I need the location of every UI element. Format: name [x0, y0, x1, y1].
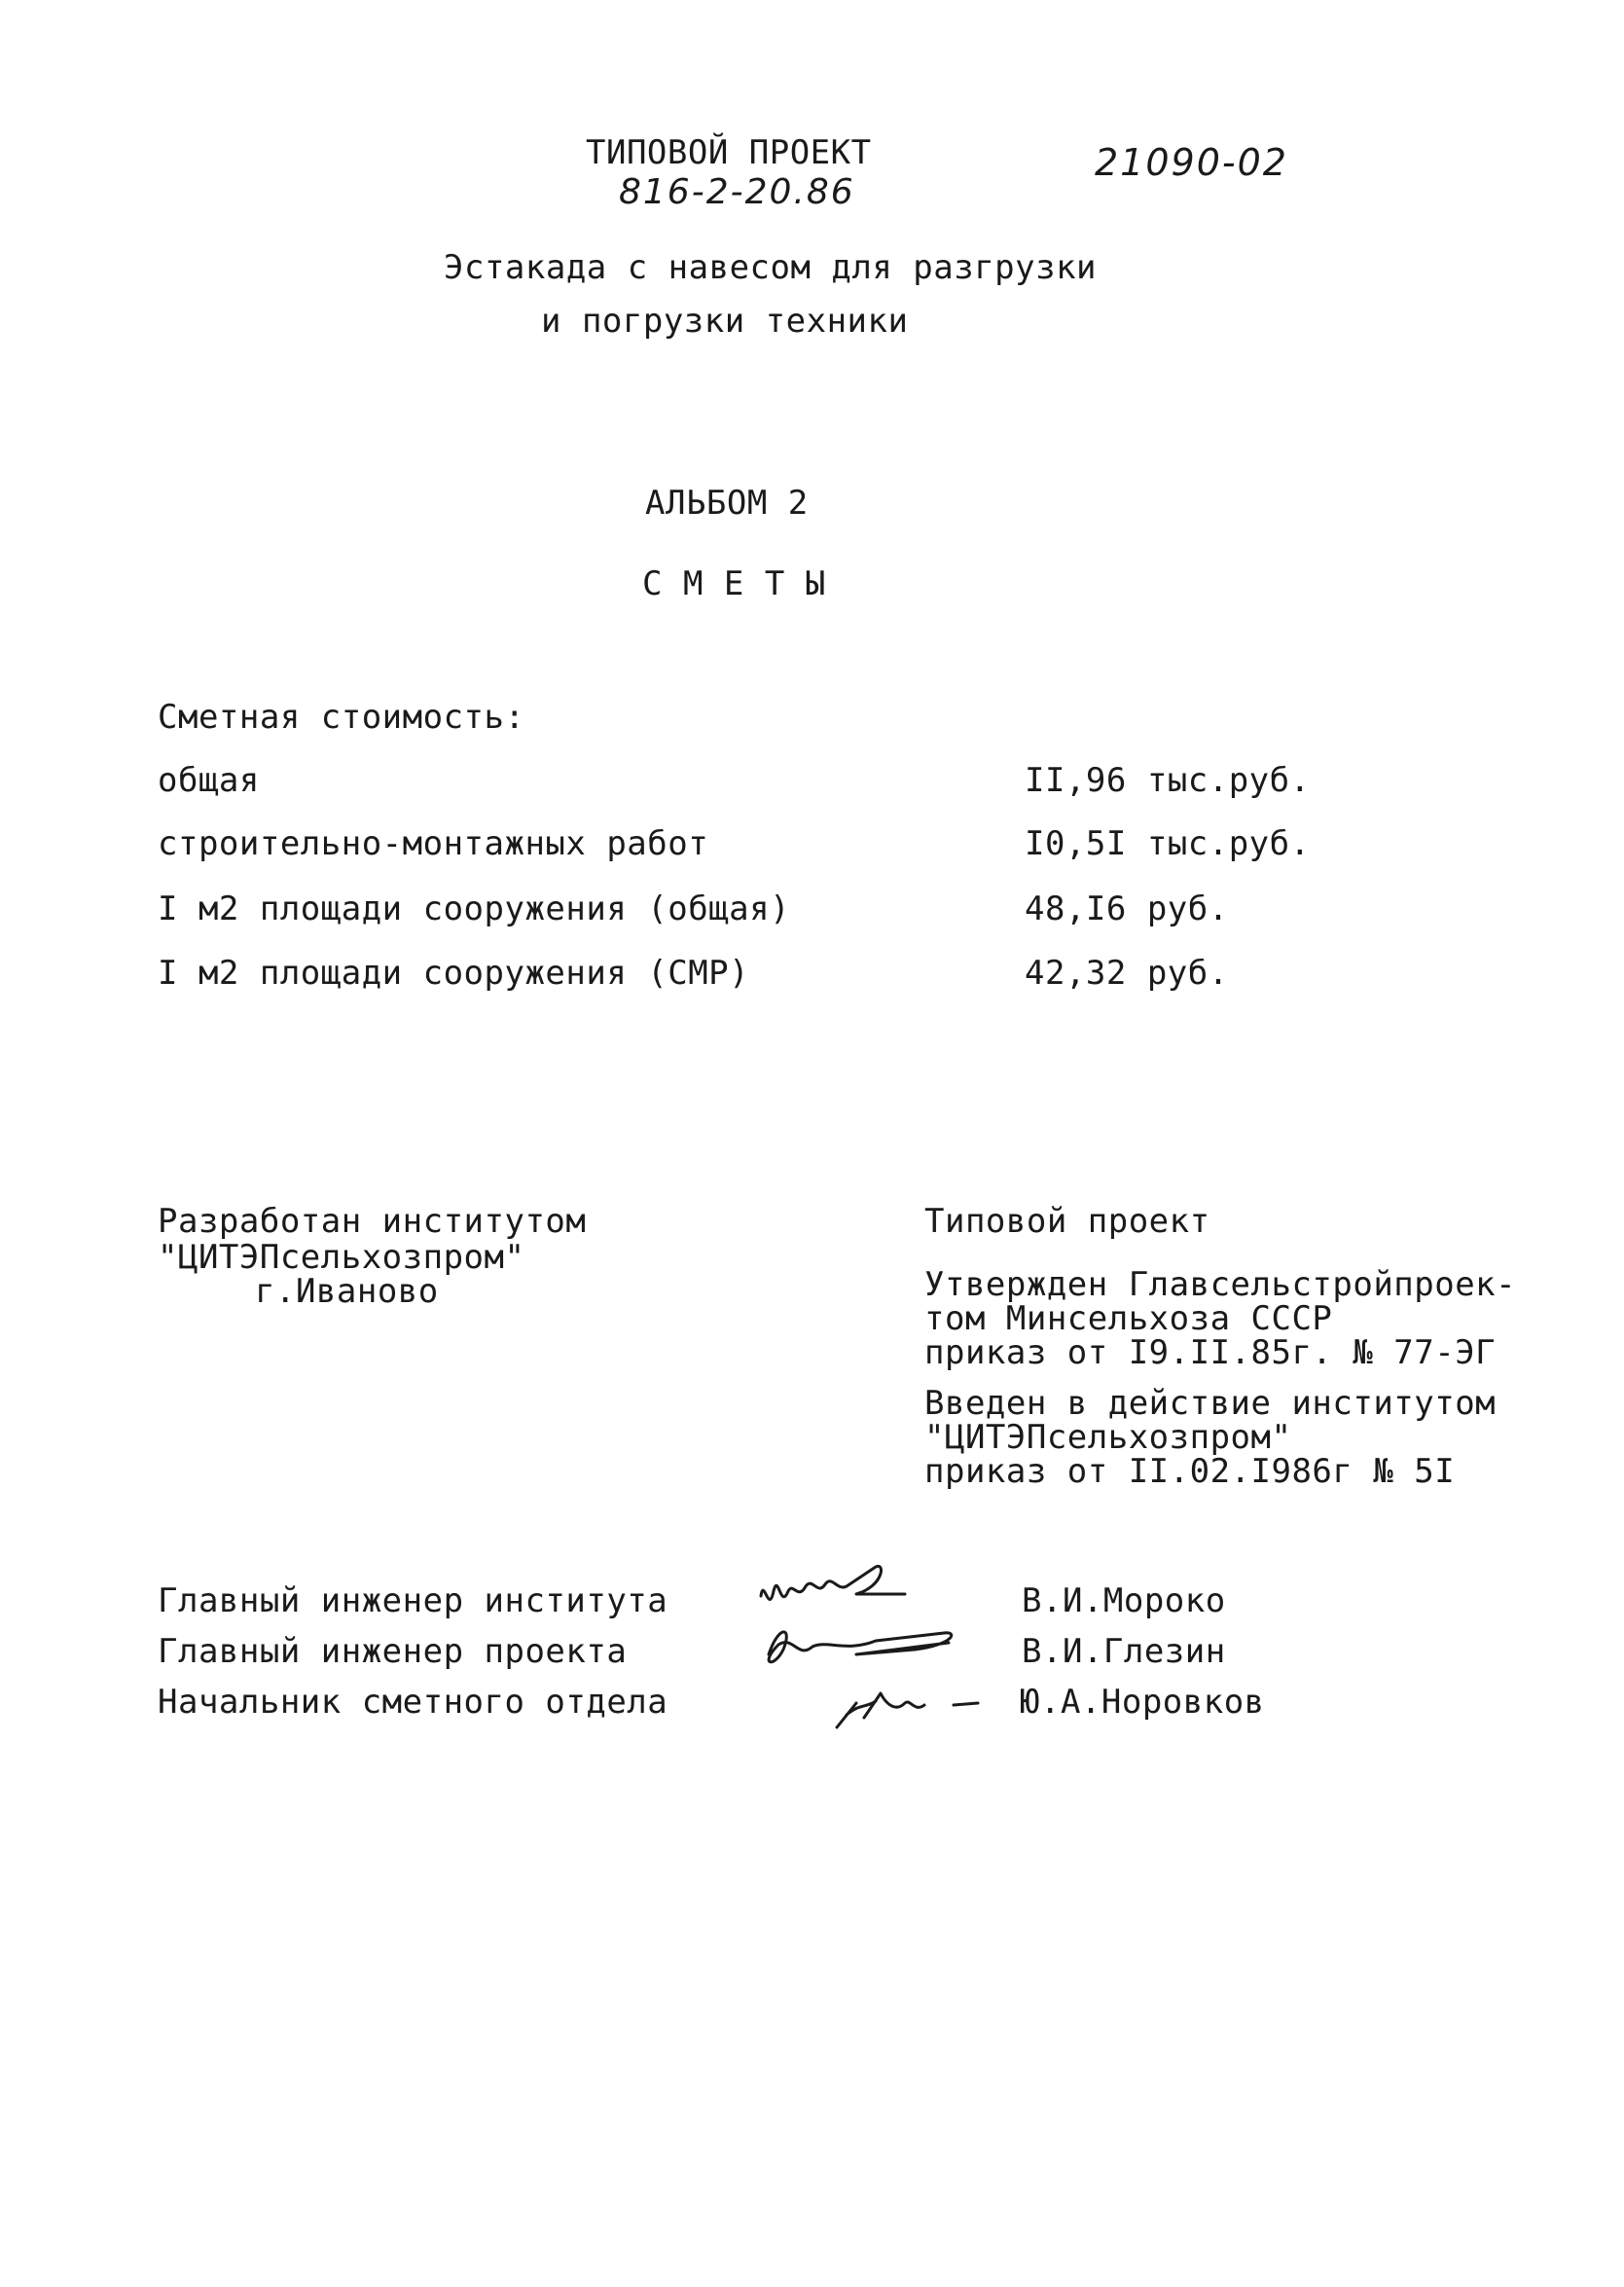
- handwritten-signatures: [740, 1557, 1031, 1752]
- approval-type: Типовой проект: [924, 1202, 1210, 1241]
- cost-value: 48,I6 руб.: [1025, 889, 1229, 928]
- title-line-2: и погрузки техники: [541, 302, 909, 341]
- cost-label: общая: [158, 761, 260, 800]
- signatory-position: Главный инженер института: [158, 1581, 668, 1620]
- signatory-name: В.И.Глезин: [1022, 1632, 1226, 1671]
- title-line-1: Эстакада с навесом для разгрузки: [444, 248, 1098, 287]
- developer-line-2: "ЦИТЭПсельхозпром": [158, 1238, 525, 1277]
- cost-label: I м2 площади сооружения (общая): [158, 889, 791, 928]
- project-code: 816-2-20.86: [619, 172, 855, 212]
- signatory-position: Начальник сметного отдела: [158, 1683, 668, 1722]
- approved-line-1: Утвержден Главсельстройпроек-: [924, 1265, 1517, 1304]
- section-title: С М Е Т Ы: [642, 564, 826, 603]
- cost-value: 42,32 руб.: [1025, 954, 1229, 993]
- inventory-number: 21090-02: [1095, 141, 1288, 184]
- project-type: ТИПОВОЙ ПРОЕКТ: [586, 133, 872, 172]
- album-label: АЛЬБОМ 2: [645, 484, 809, 523]
- cost-value: II,96 тыс.руб.: [1025, 761, 1311, 800]
- approved-line-2: том Минсельхоза СССР: [924, 1299, 1333, 1338]
- enacted-line-2: "ЦИТЭПсельхозпром": [924, 1418, 1292, 1457]
- enacted-line-1: Введен в действие институтом: [924, 1384, 1497, 1423]
- enacted-line-3: приказ от II.02.I986г № 5I: [924, 1452, 1456, 1491]
- costs-heading: Сметная стоимость:: [158, 698, 525, 737]
- cost-label: I м2 площади сооружения (СМР): [158, 954, 750, 993]
- cost-value: I0,5I тыс.руб.: [1025, 824, 1311, 863]
- signatory-name: В.И.Мороко: [1022, 1581, 1226, 1620]
- cost-label: строительно-монтажных работ: [158, 824, 709, 863]
- developer-city: г.Иваново: [255, 1272, 439, 1311]
- developer-line-1: Разработан институтом: [158, 1202, 587, 1241]
- signatory-name: Ю.А.Норовков: [1020, 1683, 1265, 1722]
- signatory-position: Главный инженер проекта: [158, 1632, 628, 1671]
- approved-line-3: приказ от I9.II.85г. № 77-ЭГ: [924, 1333, 1497, 1372]
